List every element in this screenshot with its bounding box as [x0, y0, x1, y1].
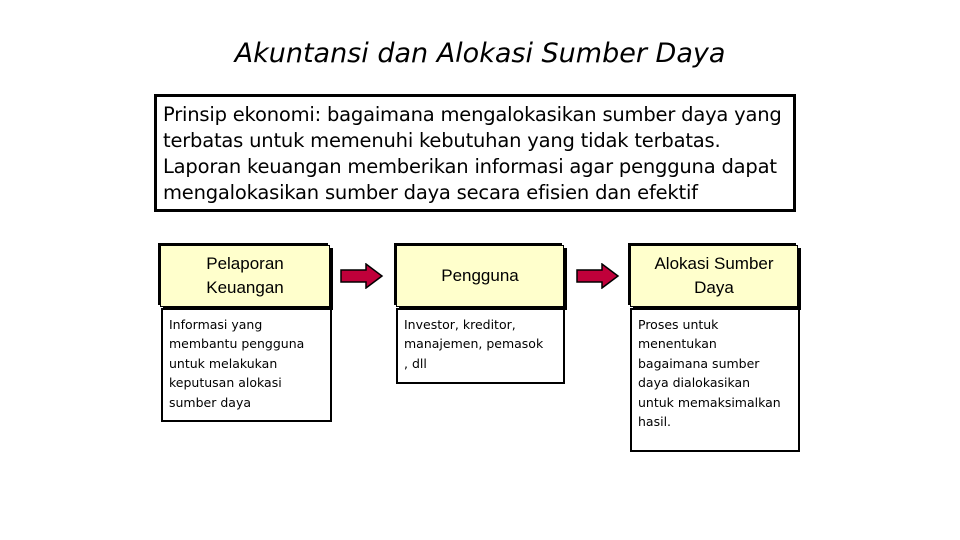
arrow-right-icon — [340, 263, 384, 289]
description-line: keputusan alokasi — [169, 375, 282, 391]
heading-line: Alokasi Sumber — [654, 254, 774, 273]
description-line: hasil. — [638, 414, 672, 430]
heading-box-pengguna — [396, 245, 564, 307]
description-line: , dll — [404, 355, 427, 371]
heading-box-pelaporan-keuangan — [160, 245, 330, 307]
description-line: sumber daya — [169, 394, 252, 410]
description-box-pengguna — [396, 308, 565, 384]
heading-line: Pengguna — [441, 266, 519, 285]
description-line: daya dialokasikan — [638, 375, 751, 391]
description-line: menentukan — [638, 336, 717, 352]
description-line: Informasi yang — [169, 317, 263, 332]
description-line: Proses untuk — [638, 317, 719, 332]
heading-line: Keuangan — [206, 278, 284, 297]
description-line: untuk memaksimalkan — [638, 394, 781, 410]
description-box-alokasi-sumber-daya — [630, 308, 800, 452]
arrow-right-icon — [576, 263, 620, 289]
principle-line: Prinsip ekonomi: bagaimana mengalokasikan sumber daya yang — [163, 103, 782, 126]
diagram-title: Akuntansi dan Alokasi Sumber Daya — [234, 38, 726, 69]
principle-box — [154, 94, 796, 212]
principle-line: terbatas untuk memenuhi kebutuhan yang tidak terbatas. — [163, 129, 721, 152]
description-box-pelaporan-keuangan — [161, 308, 332, 422]
description-line: membantu pengguna — [169, 336, 305, 352]
heading-line: Daya — [694, 278, 734, 297]
principle-line: Laporan keuangan memberikan informasi agar pengguna dapat — [163, 155, 777, 178]
principle-line: mengalokasikan sumber daya secara efisien dan efektif — [163, 181, 698, 204]
description-line: untuk melakukan — [169, 355, 278, 371]
description-line: manajemen, pemasok — [404, 336, 544, 352]
description-line: Investor, kreditor, — [404, 317, 516, 332]
heading-box-alokasi-sumber-daya — [630, 245, 798, 307]
description-line: bagaimana sumber — [638, 355, 760, 371]
heading-line: Pelaporan — [206, 254, 284, 273]
